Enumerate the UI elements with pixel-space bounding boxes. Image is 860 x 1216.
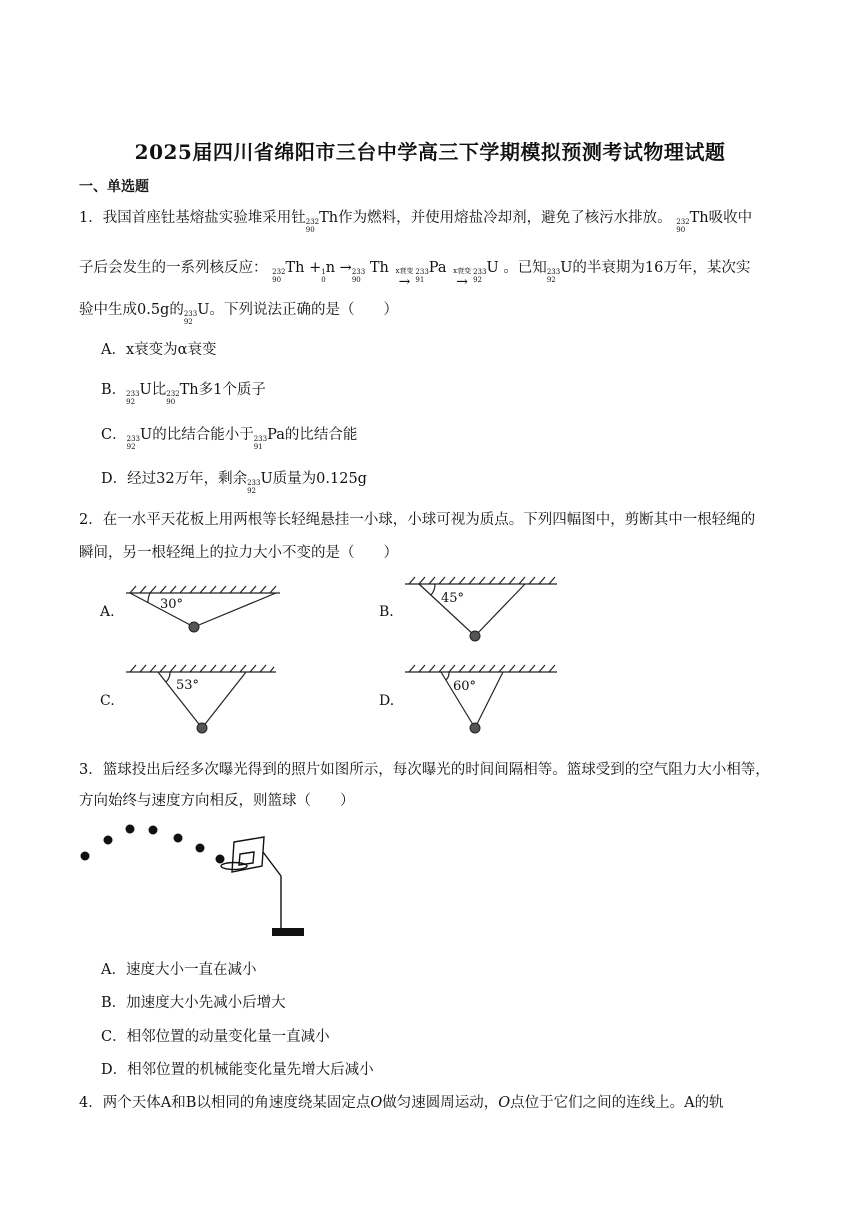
q3-basketball-figure: [76, 818, 316, 942]
q3-line-2: 方向始终与速度方向相反，则篮球（ ）: [79, 793, 355, 809]
page-title: 2025届四川省绵阳市三台中学高三下学期模拟预测考试物理试题: [134, 140, 726, 164]
angle-label: 53°: [176, 678, 200, 693]
q2-option-a-label[interactable]: A.: [100, 604, 115, 620]
q1-line-3: 验中生成0.5g的 233 92 U。下列说法正确的是（ ）: [79, 302, 398, 326]
q2-figure-a[interactable]: [124, 585, 284, 635]
ball-icon: [126, 825, 135, 834]
ball-icon: [470, 631, 480, 641]
ball-icon: [470, 723, 480, 733]
ball-icon: [104, 836, 113, 845]
q1-option-d[interactable]: D．经过32万年，剩余 233 92 U质量为0.125g: [101, 471, 367, 495]
q1-text: Th作为燃料，并使用熔盐冷却剂，避免了核污水排放。: [319, 210, 672, 226]
nuclide-th232: 232 90: [305, 218, 320, 234]
ball-icon: [189, 622, 199, 632]
q1-option-a[interactable]: A．x衰变为α衰变: [101, 342, 217, 358]
q2-figure-d[interactable]: [403, 656, 563, 736]
ball-icon: [216, 855, 225, 864]
ball-icon: [81, 852, 90, 861]
nuclide-th232: 232 90: [676, 218, 690, 234]
q4-line-1: 4．两个天体A和B以相同的角速度绕某固定点O做匀速圆周运动，O点位于它们之间的连线上。A的轨: [79, 1095, 724, 1111]
q2-option-d-label[interactable]: D.: [379, 693, 395, 709]
angle-label: 60°: [453, 679, 477, 694]
q3-option-b[interactable]: B．加速度大小先减小后增大: [101, 995, 286, 1011]
q3-option-c[interactable]: C．相邻位置的动量变化量一直减小: [101, 1029, 330, 1045]
q1-text: 验中生成0.5g的: [79, 302, 184, 318]
ball-icon: [197, 723, 207, 733]
q1-option-b[interactable]: B． 233 92 U比 232 90 Th多1个质子: [101, 382, 266, 406]
q3-option-a[interactable]: A．速度大小一直在减小: [101, 962, 257, 978]
hoop-base: [272, 928, 304, 936]
angle-label: 45°: [441, 591, 465, 606]
q1-line-2: 子后会发生的一系列核反应： 232 90 Th + 1 0 n → 233 90 Th x衰变 → 233 91 Pa x衰变 → 233 92 U 。已知 233 92 U的半衰期为16万年，某次实: [79, 260, 751, 290]
q1-text: U。下列说法正确的是（ ）: [197, 302, 398, 318]
q1-text: 。已知: [503, 260, 547, 276]
ball-icon: [196, 844, 205, 853]
q3-line-1: 3．篮球投出后经多次曝光得到的照片如图所示，每次曝光的时间间隔相等。篮球受到的空气阻力大小相等，: [79, 762, 770, 778]
q1-text: Th吸收中: [689, 210, 753, 226]
q2-option-b-label[interactable]: B.: [379, 604, 394, 620]
q2-line-2: 瞬间，另一根轻绳上的拉力大小不变的是（ ）: [79, 545, 398, 561]
ball-icon: [149, 826, 158, 835]
q1-line-1: [79, 206, 752, 234]
q2-line-1: 2．在一水平天花板上用两根等长轻绳悬挂一小球，小球可视为质点。下列四幅图中，剪断其中一根轻绳的: [79, 512, 756, 528]
section-heading: 一、单选题: [79, 179, 149, 195]
q2-figure-b[interactable]: [403, 572, 563, 648]
ball-icon: [174, 834, 183, 843]
hoop-icon: [221, 837, 281, 930]
q1-text: 子后会发生的一系列核反应：: [79, 260, 268, 276]
q1-text: U的半衰期为16万年，某次实: [560, 260, 751, 276]
angle-label: 30°: [160, 597, 184, 612]
q2-option-c-label[interactable]: C.: [100, 693, 115, 709]
q1-option-c[interactable]: C． 233 92 U的比结合能小于 233 91 Pa的比结合能: [101, 427, 358, 451]
q2-figure-c[interactable]: [124, 660, 284, 736]
ball-positions: [81, 825, 225, 864]
q1-text: 1．我国首座钍基熔盐实验堆采用钍: [79, 210, 306, 226]
q3-option-d[interactable]: D．相邻位置的机械能变化量先增大后减小: [101, 1062, 374, 1078]
nuclear-equation: 232 90 Th + 1 0 n → 233 90 Th x衰变 → 233 91 Pa x衰变 → 233 92 U: [272, 260, 504, 290]
